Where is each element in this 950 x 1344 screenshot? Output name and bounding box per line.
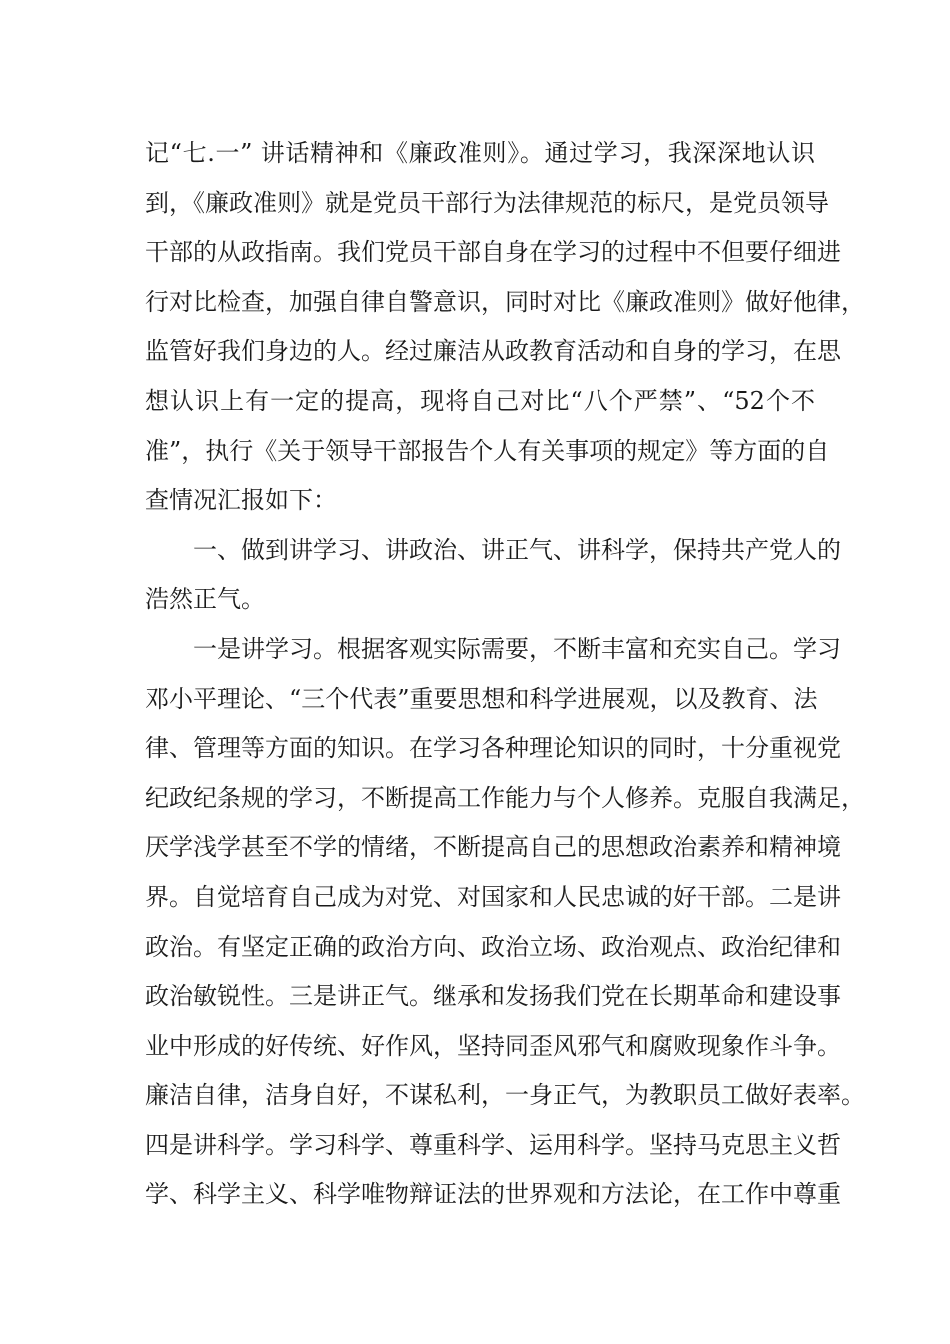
text-line: 行对比检查，加强自律自警意识，同时对比《廉政准则》做好他律， — [145, 287, 865, 316]
text-line: 记“七.一” 讲话精神和《廉政准则》。通过学习，我深深地认识 — [145, 139, 815, 167]
body-text — [145, 129, 865, 1220]
section-heading-line: 浩然正气。 — [145, 585, 265, 614]
text-line: 干部的从政指南。我们党员干部自身在学习的过程中不但要仔细进 — [145, 238, 841, 267]
text-line: 政治敏锐性。三是讲正气。继承和发扬我们党在长期革命和建设事 — [145, 982, 841, 1011]
text-line: 监管好我们身边的人。经过廉洁从政教育活动和自身的学习，在思 — [145, 337, 841, 366]
text-line: 厌学浅学甚至不学的情绪，不断提高自己的思想政治素养和精神境 — [145, 833, 841, 862]
text-line: 业中形成的好传统、好作风，坚持同歪风邪气和腐败现象作斗争。 — [145, 1031, 841, 1060]
text-line: 一是讲学习。根据客观实际需要，不断丰富和充实自己。学习 — [193, 634, 841, 663]
section-heading-line: 一、做到讲学习、讲政治、讲正气、讲科学，保持共产党人的 — [193, 535, 841, 564]
text-line: 律、管理等方面的知识。在学习各种理论知识的同时，十分重视党 — [145, 734, 841, 763]
text-line: 四是讲科学。学习科学、尊重科学、运用科学。坚持马克思主义哲 — [145, 1130, 841, 1159]
text-line: 邓小平理论、“三个代表”重要思想和科学进展观，以及教育、法 — [145, 684, 818, 713]
text-line: 查情况汇报如下： — [145, 486, 337, 515]
text-line: 界。自觉培育自己成为对党、对国家和人民忠诚的好干部。二是讲 — [145, 882, 841, 911]
text-line: 政治。有坚定正确的政治方向、政治立场、政治观点、政治纪律和 — [145, 932, 841, 961]
text-line: 想认识上有一定的提高，现将自己对比“八个严禁”、“52个不 — [145, 386, 815, 415]
text-line: 准”，执行《关于领导干部报告个人有关事项的规定》等方面的自 — [145, 436, 830, 465]
text-line: 到，《廉政准则》就是党员干部行为法律规范的标尺，是党员领导 — [145, 188, 829, 217]
text-line: 纪政纪条规的学习，不断提高工作能力与个人修养。克服自我满足， — [145, 783, 865, 812]
text-line: 学、科学主义、科学唯物辩证法的世界观和方法论，在工作中尊重 — [145, 1180, 841, 1209]
text-line: 廉洁自律，洁身自好，不谋私利，一身正气，为教职员工做好表率。 — [145, 1081, 865, 1110]
